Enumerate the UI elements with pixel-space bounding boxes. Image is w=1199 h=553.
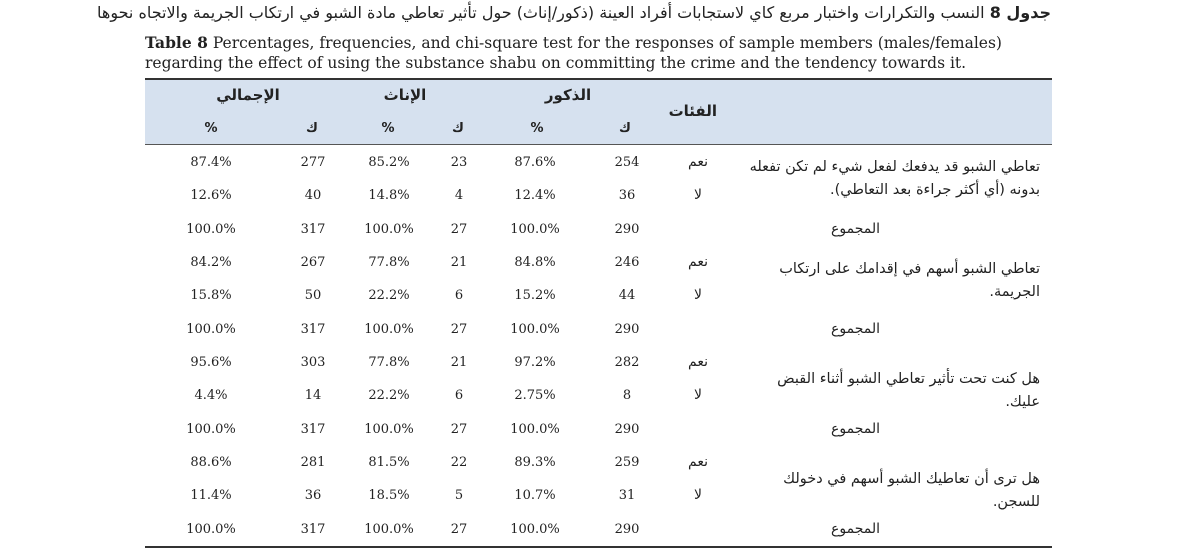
total-cell: 100.0% — [186, 422, 236, 437]
total-cell: 100.0% — [364, 422, 414, 437]
total-cell: 100.0% — [510, 422, 560, 437]
total-cell: 27 — [450, 222, 468, 237]
table-cell: 81.5% — [368, 455, 410, 470]
question-text: تعاطي الشبو أسهم في إقدامك على ارتكاب الجريمة. — [779, 261, 1040, 300]
table-title-english — [145, 33, 1055, 73]
table-caption-english: Percentages, frequencies, and chi-square test for the responses of sample members (males/females) regarding the effect of using the substance shabu on committing the crime and the tendency towards it. — [145, 34, 1002, 72]
table-header — [145, 78, 1052, 144]
total-cell: 100.0% — [510, 222, 560, 237]
table-cell: 11.4% — [190, 488, 232, 503]
table-cell: 303 — [300, 355, 326, 370]
results-table — [145, 78, 1052, 548]
table-cell: 23 — [450, 155, 468, 170]
total-cell: 100.0% — [186, 222, 236, 237]
total-cell: 290 — [614, 422, 640, 437]
table-cell: 12.6% — [190, 188, 232, 203]
table-cell: 21 — [450, 255, 468, 270]
table-cell: 36 — [618, 188, 636, 203]
table-cell: 88.6% — [190, 455, 232, 470]
table-cell: 84.2% — [190, 255, 232, 270]
total-cell: 100.0% — [364, 522, 414, 537]
table-cell: 282 — [614, 355, 640, 370]
table-cell: 267 — [300, 255, 326, 270]
total-cell: 290 — [614, 322, 640, 337]
table-cell: 14 — [304, 388, 322, 403]
total-cell: 27 — [450, 422, 468, 437]
total-cell: 100.0% — [510, 322, 560, 337]
table-cell: 6 — [454, 388, 464, 403]
table-label-arabic: جدول 8 — [989, 3, 1051, 22]
table-cell: 246 — [614, 255, 640, 270]
table-cell: 15.2% — [514, 288, 556, 303]
table-cell: 21 — [450, 355, 468, 370]
table-cell: 5 — [454, 488, 464, 503]
table-cell: 50 — [304, 288, 322, 303]
header-total-pct: % — [204, 121, 218, 136]
total-cell: 290 — [614, 222, 640, 237]
question-text: تعاطي الشبو قد يدفعك لفعل شيء لم تكن تفعله بدونه (أي أكثر جراءة بعد التعاطي). — [749, 159, 1040, 198]
answer-label: نعم — [688, 254, 708, 270]
total-label: المجموع — [831, 221, 880, 237]
answer-label: نعم — [688, 354, 708, 370]
total-cell: 27 — [450, 522, 468, 537]
table-label-english: Table 8 — [145, 33, 208, 52]
table-cell: 89.3% — [514, 455, 556, 470]
table-header-rule — [145, 144, 1052, 145]
header-total-k: ك — [306, 121, 318, 136]
answer-label: نعم — [688, 154, 708, 170]
table-cell: 87.4% — [190, 155, 232, 170]
total-cell: 100.0% — [510, 522, 560, 537]
header-males-k: ك — [619, 121, 631, 136]
total-label: المجموع — [831, 421, 880, 437]
table-cell: 97.2% — [514, 355, 556, 370]
answer-label: لا — [694, 187, 702, 203]
table-cell: 87.6% — [514, 155, 556, 170]
header-females-k: ك — [452, 121, 464, 136]
table-cell: 85.2% — [368, 155, 410, 170]
table-caption-arabic: النسب والتكرارات واختبار مربع كاي لاستجابات أفراد العينة (ذكور/إناث) حول تأثير تعاطي مادة الشبو في ارتكاب الجريمة والاتجاه نحوها — [97, 3, 985, 22]
table-cell: 84.8% — [514, 255, 556, 270]
table-cell: 259 — [614, 455, 640, 470]
table-cell: 22 — [450, 455, 468, 470]
answer-label: نعم — [688, 454, 708, 470]
table-cell: 31 — [618, 488, 636, 503]
table-cell: 77.8% — [368, 255, 410, 270]
total-cell: 317 — [300, 222, 326, 237]
total-cell: 317 — [300, 322, 326, 337]
table-cell: 10.7% — [514, 488, 556, 503]
table-bottom-rule — [145, 546, 1052, 548]
table-cell: 15.8% — [190, 288, 232, 303]
header-total: الإجمالي — [216, 86, 280, 104]
header-males-pct: % — [530, 121, 544, 136]
table-cell: 254 — [614, 155, 640, 170]
total-cell: 290 — [614, 522, 640, 537]
table-cell: 14.8% — [368, 188, 410, 203]
table-cell: 22.2% — [368, 288, 410, 303]
header-females-pct: % — [381, 121, 395, 136]
table-cell: 4 — [454, 188, 464, 203]
total-cell: 27 — [450, 322, 468, 337]
table-cell: 40 — [304, 188, 322, 203]
header-categories: الفئات — [668, 102, 717, 120]
table-cell: 77.8% — [368, 355, 410, 370]
table-cell: 277 — [300, 155, 326, 170]
header-females: الإناث — [383, 86, 427, 104]
table-cell: 12.4% — [514, 188, 556, 203]
table-cell: 281 — [300, 455, 326, 470]
table-cell: 36 — [304, 488, 322, 503]
total-cell: 100.0% — [186, 522, 236, 537]
total-cell: 100.0% — [186, 322, 236, 337]
table-cell: 18.5% — [368, 488, 410, 503]
table-cell: 4.4% — [194, 388, 228, 403]
table-cell: 95.6% — [190, 355, 232, 370]
total-label: المجموع — [831, 521, 880, 537]
answer-label: لا — [694, 387, 702, 403]
header-males: الذكور — [544, 86, 592, 104]
total-cell: 100.0% — [364, 322, 414, 337]
answer-label: لا — [694, 287, 702, 303]
table-cell: 44 — [618, 288, 636, 303]
table-cell: 8 — [622, 388, 632, 403]
total-cell: 317 — [300, 522, 326, 537]
table-top-rule — [145, 78, 1052, 80]
answer-label: لا — [694, 487, 702, 503]
table-cell: 22.2% — [368, 388, 410, 403]
total-cell: 317 — [300, 422, 326, 437]
table-cell: 6 — [454, 288, 464, 303]
question-text: هل كنت تحت تأثير تعاطي الشبو أثناء القبض عليك. — [777, 371, 1040, 410]
question-text: هل ترى أن تعاطيك الشبو أسهم في دخولك للسجن. — [783, 471, 1040, 510]
table-cell: 2.75% — [514, 388, 556, 403]
total-label: المجموع — [831, 321, 880, 337]
table-title-arabic — [97, 2, 1051, 24]
total-cell: 100.0% — [364, 222, 414, 237]
